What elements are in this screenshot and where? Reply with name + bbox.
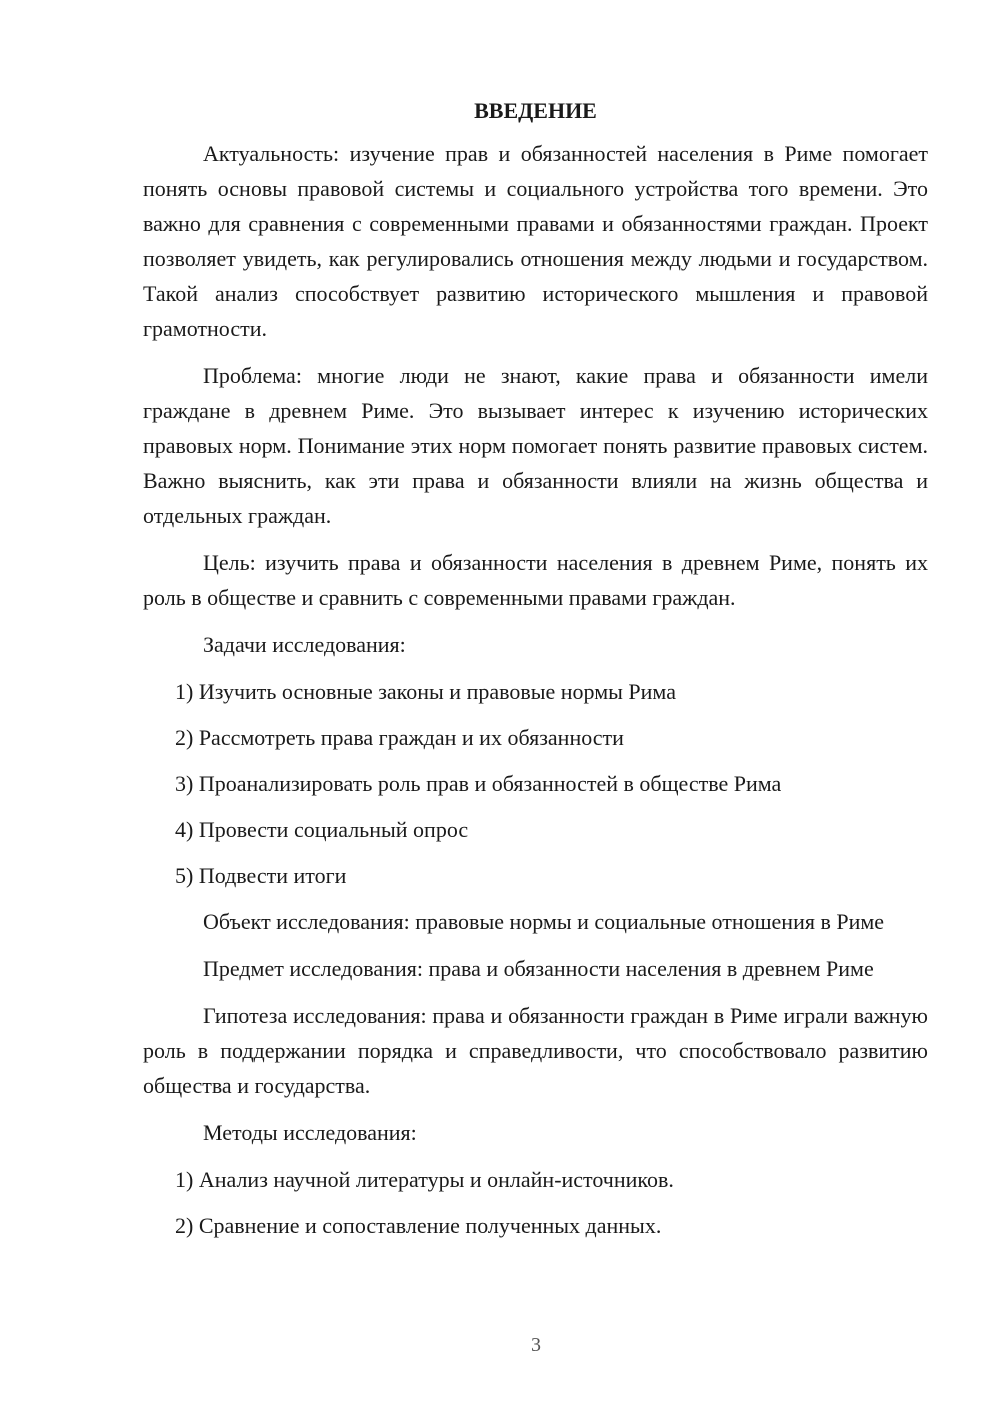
method-item: 2) Сравнение и сопоставление полученных данных. <box>175 1213 662 1238</box>
subject-paragraph: Предмет исследования: права и обязанности населения в древнем Риме <box>203 956 874 981</box>
task-item: 2) Рассмотреть права граждан и их обязанности <box>175 725 624 750</box>
relevance-paragraph: Актуальность: изучение прав и обязанностей населения в Риме помогает понять основы правовой системы и социального устройства того времени. Это важно для сравнения с современными правами и обязанностями граждан. Проект позволяет увидеть, как регулировались отношения между людьми и государством. Такой анализ способствует развитию исторического мышления и правовой грамотности. <box>143 141 928 341</box>
problem-paragraph: Проблема: многие люди не знают, какие права и обязанности имели граждане в древнем Риме. Это вызывает интерес к изучению исторических правовых норм. Понимание этих норм помогает понять развитие правовых систем. Важно выяснить, как эти права и обязанности влияли на жизнь общества и отдельных граждан. <box>143 363 928 528</box>
task-item: 3) Проанализировать роль прав и обязанностей в обществе Рима <box>175 771 782 796</box>
method-item: 1) Анализ научной литературы и онлайн-источников. <box>175 1167 674 1192</box>
goal-paragraph: Цель: изучить права и обязанности населения в древнем Риме, понять их роль в обществе и сравнить с современными правами граждан. <box>143 550 928 610</box>
methods-heading: Методы исследования: <box>203 1120 417 1145</box>
object-paragraph: Объект исследования: правовые нормы и социальные отношения в Риме <box>203 909 885 934</box>
tasks-heading: Задачи исследования: <box>203 632 406 657</box>
hypothesis-paragraph: Гипотеза исследования: права и обязанности граждан в Риме играли важную роль в поддержании порядка и справедливости, что способствовало развитию общества и государства. <box>143 1003 928 1098</box>
task-item: 1) Изучить основные законы и правовые нормы Рима <box>175 679 676 704</box>
task-item: 5) Подвести итоги <box>175 863 347 888</box>
task-item: 4) Провести социальный опрос <box>175 817 469 842</box>
section-title: ВВЕДЕНИЕ <box>474 98 597 123</box>
document-page <box>143 96 928 1254</box>
page-number: 3 <box>531 1334 541 1356</box>
